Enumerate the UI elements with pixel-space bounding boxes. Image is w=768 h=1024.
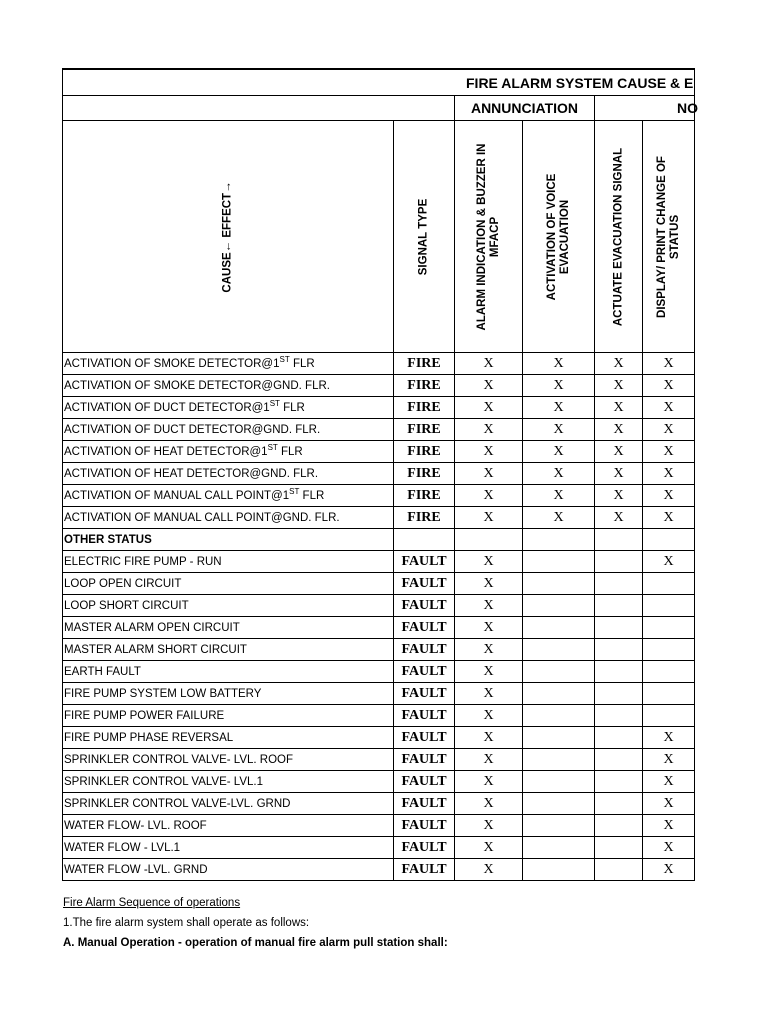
effect-mark-cell	[523, 683, 595, 705]
cause-cell: MASTER ALARM SHORT CIRCUIT	[63, 639, 394, 661]
effect-mark-cell: X	[523, 507, 595, 529]
effect-mark-cell: X	[455, 375, 523, 397]
effect-mark-cell: X	[455, 639, 523, 661]
notes-section	[63, 893, 448, 953]
effect-mark-cell: X	[455, 441, 523, 463]
effect-mark-cell	[595, 771, 643, 793]
signal-type-cell: FIRE	[394, 463, 455, 485]
effect-mark-cell	[595, 529, 643, 551]
voice-evacuation-label: ACTIVATION OF VOICE EVACUATION	[545, 173, 571, 300]
table-row	[63, 441, 695, 463]
title-row	[63, 69, 695, 96]
table-row	[63, 463, 695, 485]
cause-effect-header	[63, 121, 394, 353]
effect-mark-cell: X	[455, 485, 523, 507]
signal-type-cell: FIRE	[394, 419, 455, 441]
signal-type-cell: FAULT	[394, 639, 455, 661]
voice-evacuation-header	[523, 121, 595, 353]
effect-mark-cell: X	[595, 419, 643, 441]
table-row	[63, 815, 695, 837]
signal-type-cell	[394, 529, 455, 551]
cause-cell: ACTIVATION OF MANUAL CALL POINT@1ST FLR	[63, 485, 394, 507]
matrix-table	[62, 68, 698, 881]
effect-mark-cell: X	[523, 419, 595, 441]
cause-cell: FIRE PUMP PHASE REVERSAL	[63, 727, 394, 749]
effect-mark-cell: X	[595, 397, 643, 419]
signal-type-cell: FIRE	[394, 485, 455, 507]
effect-mark-cell: X	[643, 771, 695, 793]
effect-mark-cell: X	[455, 793, 523, 815]
signal-type-cell: FIRE	[394, 441, 455, 463]
cause-cell: ACTIVATION OF SMOKE DETECTOR@GND. FLR.	[63, 375, 394, 397]
table-row	[63, 683, 695, 705]
effect-mark-cell: X	[455, 551, 523, 573]
signal-type-cell: FAULT	[394, 595, 455, 617]
effect-mark-cell	[643, 595, 695, 617]
cause-cell: WATER FLOW - LVL.1	[63, 837, 394, 859]
table-row	[63, 771, 695, 793]
signal-type-cell: FAULT	[394, 727, 455, 749]
signal-type-cell: FAULT	[394, 749, 455, 771]
effect-mark-cell: X	[455, 595, 523, 617]
effect-mark-cell	[455, 529, 523, 551]
effect-mark-cell	[595, 683, 643, 705]
table-row	[63, 485, 695, 507]
cause-cell: ACTIVATION OF HEAT DETECTOR@1ST FLR	[63, 441, 394, 463]
effect-mark-cell	[595, 705, 643, 727]
effect-mark-cell: X	[455, 397, 523, 419]
display-print-label: DISPLAY/ PRINT CHANGE OF STATUS	[655, 155, 681, 318]
group-header-row	[63, 96, 695, 121]
effect-mark-cell: X	[595, 375, 643, 397]
effect-mark-cell	[643, 683, 695, 705]
table-row	[63, 353, 695, 375]
effect-mark-cell: X	[523, 463, 595, 485]
signal-type-cell: FAULT	[394, 859, 455, 881]
cause-cell: SPRINKLER CONTROL VALVE- LVL. ROOF	[63, 749, 394, 771]
effect-mark-cell	[523, 859, 595, 881]
signal-type-cell: FAULT	[394, 815, 455, 837]
effect-mark-cell	[595, 551, 643, 573]
table-row	[63, 595, 695, 617]
table-row	[63, 551, 695, 573]
cause-cell: FIRE PUMP POWER FAILURE	[63, 705, 394, 727]
notes-line-2: A. Manual Operation - operation of manual fire alarm pull station shall:	[63, 937, 448, 949]
table-row	[63, 705, 695, 727]
effect-mark-cell	[595, 793, 643, 815]
signal-type-cell: FAULT	[394, 837, 455, 859]
cause-cell: LOOP OPEN CIRCUIT	[63, 573, 394, 595]
effect-mark-cell	[643, 639, 695, 661]
effect-mark-cell	[643, 705, 695, 727]
cause-effect-matrix	[62, 68, 698, 881]
signal-type-cell: FAULT	[394, 573, 455, 595]
cause-cell: WATER FLOW- LVL. ROOF	[63, 815, 394, 837]
effect-mark-cell: X	[643, 419, 695, 441]
alarm-indication-header	[455, 121, 523, 353]
effect-mark-cell	[643, 661, 695, 683]
effect-mark-cell	[523, 771, 595, 793]
effect-mark-cell	[595, 573, 643, 595]
effect-mark-cell: X	[523, 353, 595, 375]
notes-heading: Fire Alarm Sequence of operations	[63, 897, 241, 909]
cause-cell: ACTIVATION OF DUCT DETECTOR@GND. FLR.	[63, 419, 394, 441]
effect-mark-cell: X	[455, 815, 523, 837]
signal-type-cell: FAULT	[394, 705, 455, 727]
table-row	[63, 397, 695, 419]
table-row	[63, 617, 695, 639]
effect-mark-cell	[523, 639, 595, 661]
table-title: FIRE ALARM SYSTEM CAUSE & E	[63, 69, 695, 96]
effect-mark-cell: X	[455, 507, 523, 529]
effect-mark-cell: X	[643, 727, 695, 749]
effect-mark-cell: X	[643, 375, 695, 397]
effect-mark-cell	[523, 551, 595, 573]
signal-type-cell: FAULT	[394, 683, 455, 705]
signal-type-cell: FAULT	[394, 617, 455, 639]
effect-mark-cell: X	[643, 793, 695, 815]
effect-mark-cell	[523, 837, 595, 859]
effect-mark-cell	[595, 595, 643, 617]
effect-mark-cell: X	[595, 485, 643, 507]
table-row	[63, 793, 695, 815]
effect-mark-cell: X	[523, 485, 595, 507]
group-blank-cell	[63, 96, 455, 121]
signal-type-header	[394, 121, 455, 353]
table-row	[63, 661, 695, 683]
cause-cell: ACTIVATION OF SMOKE DETECTOR@1ST FLR	[63, 353, 394, 375]
table-row	[63, 639, 695, 661]
effect-mark-cell: X	[643, 551, 695, 573]
cause-cell: FIRE PUMP SYSTEM LOW BATTERY	[63, 683, 394, 705]
effect-mark-cell: X	[455, 353, 523, 375]
cause-cell: ACTIVATION OF MANUAL CALL POINT@GND. FLR.	[63, 507, 394, 529]
effect-mark-cell: X	[643, 485, 695, 507]
cause-cell: WATER FLOW -LVL. GRND	[63, 859, 394, 881]
effect-mark-cell	[523, 529, 595, 551]
effect-mark-cell: X	[643, 815, 695, 837]
table-row	[63, 419, 695, 441]
effect-mark-cell	[523, 617, 595, 639]
cause-cell: EARTH FAULT	[63, 661, 394, 683]
effect-mark-cell	[523, 661, 595, 683]
effect-mark-cell: X	[643, 397, 695, 419]
effect-mark-cell	[595, 727, 643, 749]
effect-mark-cell	[523, 815, 595, 837]
signal-type-cell: FIRE	[394, 397, 455, 419]
effect-mark-cell: X	[455, 749, 523, 771]
effect-mark-cell: X	[595, 507, 643, 529]
alarm-indication-label: ALARM INDICATION & BUZZER IN MFACP	[475, 143, 501, 330]
effect-mark-cell	[595, 661, 643, 683]
effect-mark-cell	[595, 837, 643, 859]
effect-mark-cell: X	[643, 463, 695, 485]
effect-mark-cell: X	[643, 441, 695, 463]
effect-mark-cell: X	[455, 683, 523, 705]
effect-mark-cell	[523, 793, 595, 815]
effect-mark-cell	[643, 529, 695, 551]
effect-mark-cell: X	[455, 617, 523, 639]
signal-type-label: SIGNAL TYPE	[417, 198, 430, 275]
table-row	[63, 837, 695, 859]
signal-type-cell: FAULT	[394, 551, 455, 573]
effect-mark-cell: X	[595, 441, 643, 463]
signal-type-cell: FAULT	[394, 771, 455, 793]
table-row	[63, 529, 695, 551]
effect-mark-cell: X	[523, 397, 595, 419]
signal-type-cell: FIRE	[394, 507, 455, 529]
group-annunciation: ANNUNCIATION	[455, 96, 595, 121]
effect-mark-cell	[595, 639, 643, 661]
effect-mark-cell	[523, 573, 595, 595]
effect-mark-cell: X	[643, 859, 695, 881]
effect-mark-cell: X	[595, 463, 643, 485]
display-print-header	[643, 121, 695, 353]
table-row	[63, 749, 695, 771]
effect-mark-cell: X	[523, 441, 595, 463]
effect-mark-cell: X	[455, 573, 523, 595]
effect-mark-cell	[523, 595, 595, 617]
table-row	[63, 573, 695, 595]
effect-mark-cell	[523, 727, 595, 749]
cause-effect-label: CAUSE← EFFECT→	[221, 180, 234, 293]
cause-cell: ELECTRIC FIRE PUMP - RUN	[63, 551, 394, 573]
signal-type-cell: FAULT	[394, 661, 455, 683]
signal-type-cell: FIRE	[394, 375, 455, 397]
table-row	[63, 507, 695, 529]
table-row	[63, 859, 695, 881]
group-notification: NO	[595, 96, 695, 121]
evacuation-signal-label: ACTUATE EVACUATION SIGNAL	[612, 147, 624, 326]
effect-mark-cell	[523, 749, 595, 771]
effect-mark-cell	[595, 815, 643, 837]
effect-mark-cell	[523, 705, 595, 727]
effect-mark-cell: X	[455, 771, 523, 793]
cause-cell: ACTIVATION OF DUCT DETECTOR@1ST FLR	[63, 397, 394, 419]
effect-mark-cell: X	[455, 705, 523, 727]
notes-line-1: 1.The fire alarm system shall operate as follows:	[63, 917, 310, 929]
cause-cell: SPRINKLER CONTROL VALVE- LVL.1	[63, 771, 394, 793]
effect-mark-cell	[595, 749, 643, 771]
effect-mark-cell: X	[455, 419, 523, 441]
effect-mark-cell	[595, 859, 643, 881]
cause-cell: OTHER STATUS	[63, 529, 394, 551]
table-row	[63, 727, 695, 749]
effect-mark-cell: X	[595, 353, 643, 375]
effect-mark-cell: X	[455, 859, 523, 881]
effect-mark-cell: X	[455, 463, 523, 485]
cause-cell: MASTER ALARM OPEN CIRCUIT	[63, 617, 394, 639]
cause-cell: LOOP SHORT CIRCUIT	[63, 595, 394, 617]
evacuation-signal-header	[595, 121, 643, 353]
effect-mark-cell	[643, 573, 695, 595]
table-row	[63, 375, 695, 397]
effect-mark-cell: X	[643, 837, 695, 859]
effect-mark-cell: X	[643, 353, 695, 375]
cause-cell: SPRINKLER CONTROL VALVE-LVL. GRND	[63, 793, 394, 815]
signal-type-cell: FIRE	[394, 353, 455, 375]
effect-mark-cell: X	[455, 837, 523, 859]
effect-mark-cell: X	[455, 727, 523, 749]
cause-cell: ACTIVATION OF HEAT DETECTOR@GND. FLR.	[63, 463, 394, 485]
effect-mark-cell: X	[455, 661, 523, 683]
effect-mark-cell: X	[643, 507, 695, 529]
column-header-row	[63, 121, 695, 353]
effect-mark-cell: X	[523, 375, 595, 397]
effect-mark-cell	[595, 617, 643, 639]
signal-type-cell: FAULT	[394, 793, 455, 815]
effect-mark-cell: X	[643, 749, 695, 771]
effect-mark-cell	[643, 617, 695, 639]
